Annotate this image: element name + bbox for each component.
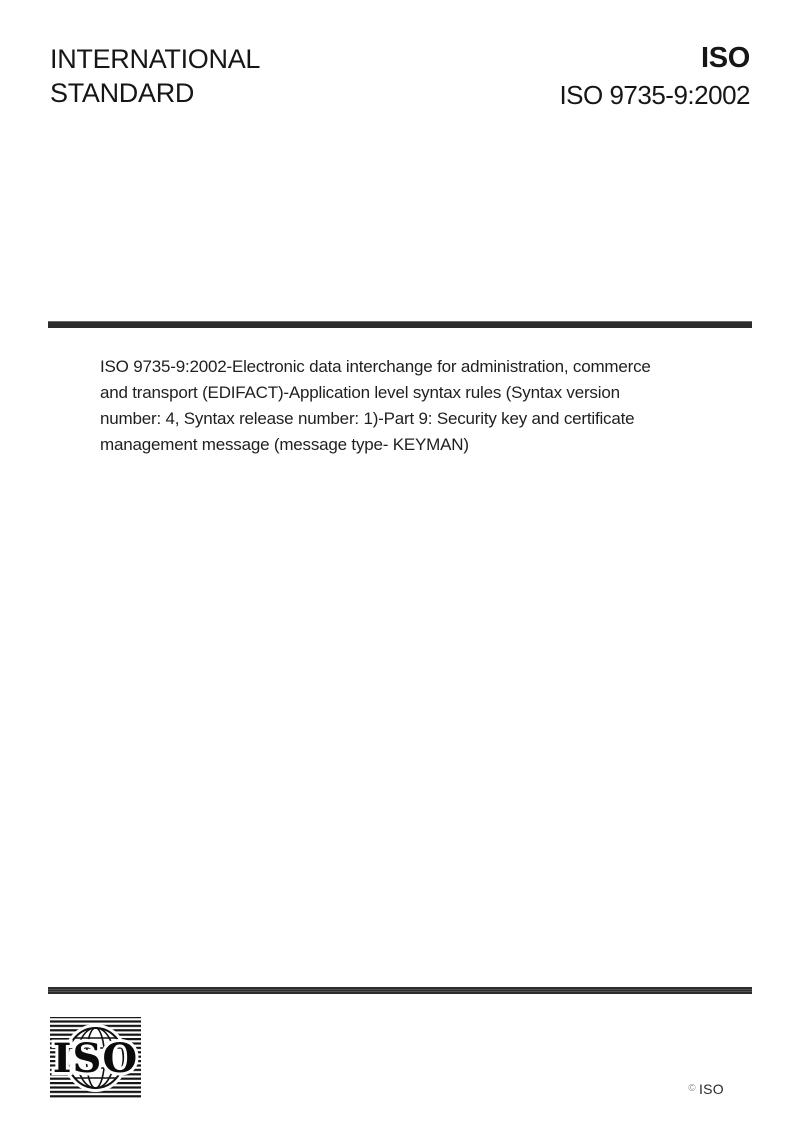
org-abbreviation: ISO	[700, 42, 750, 74]
copyright-notice	[688, 1081, 724, 1097]
document-type-heading	[50, 42, 260, 110]
doc-type-line-1: INTERNATIONAL	[50, 44, 261, 74]
abstract-line-1: ISO 9735-9:2002-Electronic data interchange for administration, commerce	[100, 357, 651, 376]
abstract-line-4: management message (message type- KEYMAN)	[100, 435, 469, 454]
copyright-symbol-icon: ©	[688, 1083, 696, 1094]
standard-title-abstract	[100, 354, 651, 458]
bottom-divider-bar	[48, 987, 752, 994]
top-divider-bar	[48, 321, 752, 328]
copyright-owner: ISO	[698, 1081, 724, 1097]
standard-reference-number: ISO 9735-9:2002	[559, 80, 750, 110]
abstract-line-2: and transport (EDIFACT)-Application level syntax rules (Syntax version	[100, 383, 620, 402]
logo-iso-text: ISO	[52, 1035, 139, 1082]
doc-type-line-2: STANDARD	[50, 78, 195, 108]
iso-globe-logo-icon	[50, 1016, 141, 1100]
standard-reference-block	[559, 42, 750, 110]
abstract-line-3: number: 4, Syntax release number: 1)-Part 9: Security key and certificate	[100, 409, 635, 428]
